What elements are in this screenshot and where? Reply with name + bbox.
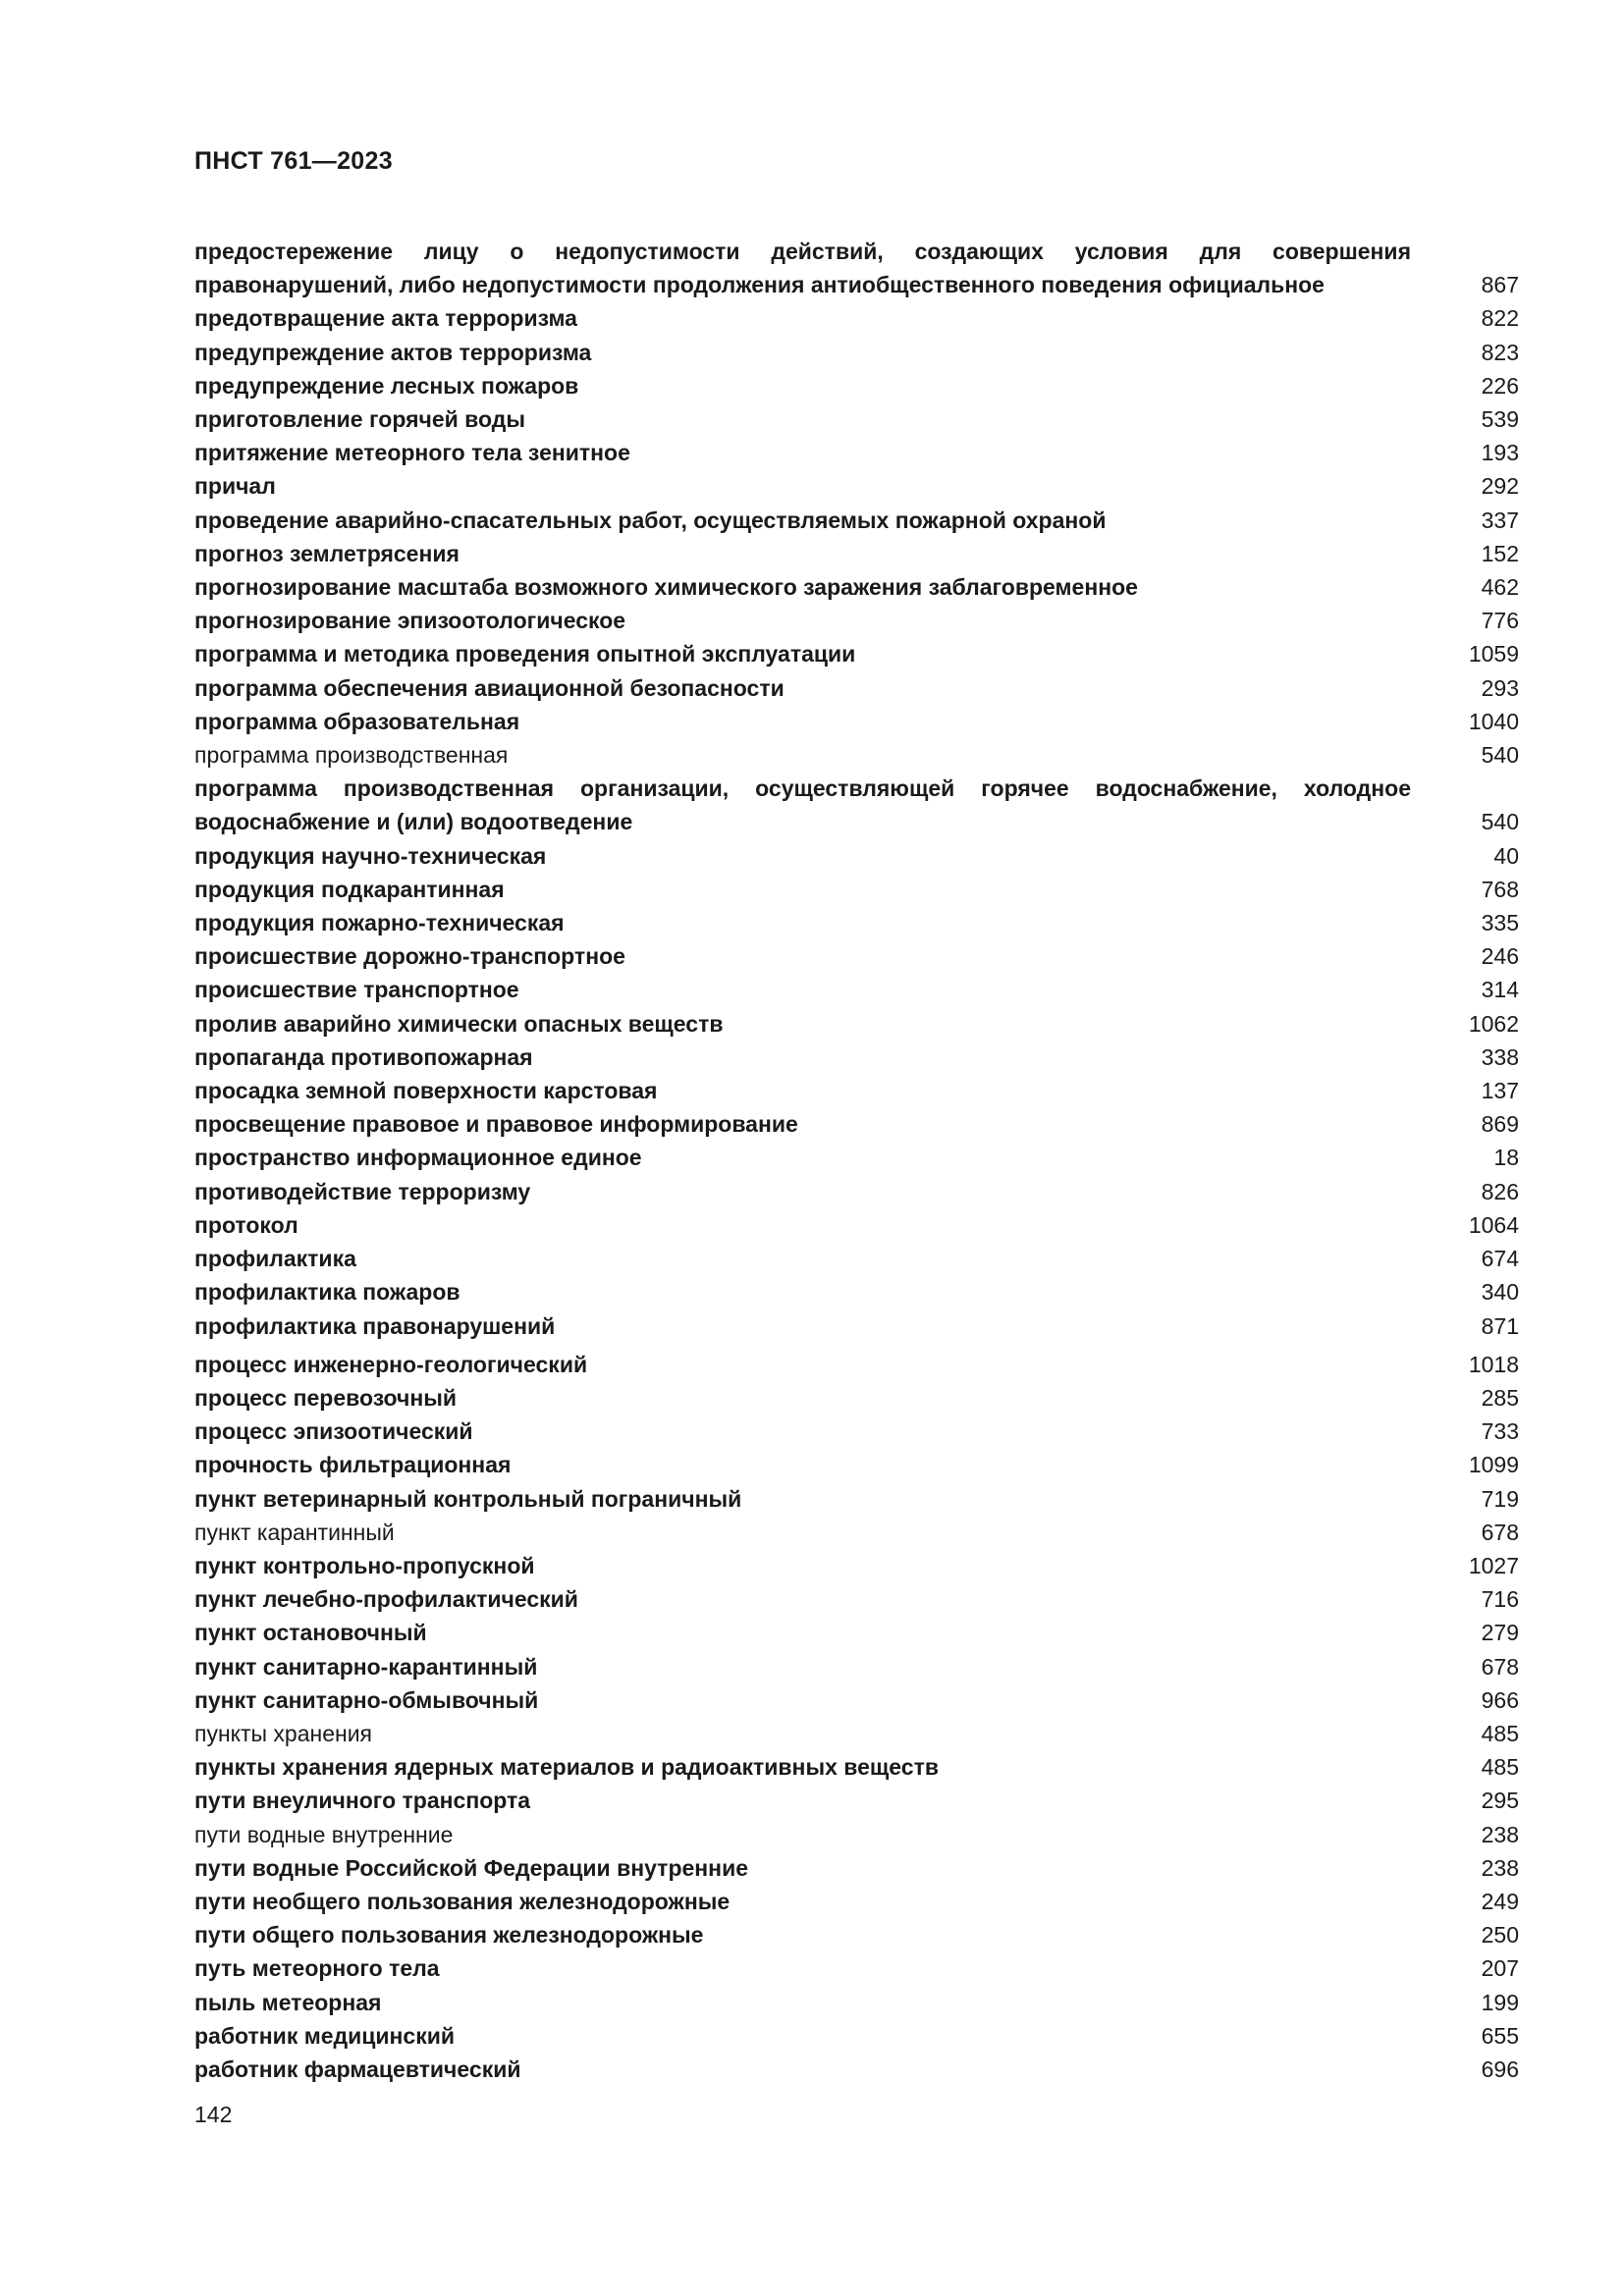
index-term: пункт ветеринарный контрольный пограничный bbox=[194, 1485, 742, 1512]
index-term: путь метеорного тела bbox=[194, 1955, 440, 1982]
index-page-ref: 719 bbox=[1481, 1485, 1519, 1512]
index-entry bbox=[194, 369, 1519, 402]
index-page-ref: 678 bbox=[1481, 1653, 1519, 1680]
index-entry bbox=[194, 1951, 1519, 1985]
index-page-ref: 540 bbox=[1481, 809, 1519, 835]
index-entry bbox=[194, 637, 1519, 670]
index-page-ref: 869 bbox=[1481, 1111, 1519, 1138]
index-entry bbox=[194, 1381, 1519, 1415]
index-term: программа и методика проведения опытной эксплуатации bbox=[194, 641, 856, 667]
index-page-ref: 226 bbox=[1481, 372, 1519, 399]
index-term: продукция подкарантинная bbox=[194, 876, 505, 902]
index-term: программа производственная организации, осуществляющей горячее водоснабжение, холодное водоснабжение и (или) водоотведение bbox=[194, 775, 1411, 835]
index-page-ref: 152 bbox=[1481, 540, 1519, 566]
index-page-ref: 485 bbox=[1481, 1720, 1519, 1746]
index-term: предостережение лицу о недопустимости действий, создающих условия для совершения правонарушений, либо недопустимости продолжения антиобщественного поведения официальное bbox=[194, 239, 1411, 298]
index-entry bbox=[194, 1041, 1519, 1074]
index-page-ref: 871 bbox=[1481, 1312, 1519, 1339]
index-page-ref: 293 bbox=[1481, 674, 1519, 701]
index-entry bbox=[194, 301, 1519, 335]
index-entry bbox=[194, 235, 1519, 301]
index-page-ref: 295 bbox=[1481, 1788, 1519, 1814]
index-entry bbox=[194, 1986, 1519, 2019]
index-term: пункт остановочный bbox=[194, 1620, 427, 1646]
index-term: пыль метеорная bbox=[194, 1989, 382, 2015]
index-entry bbox=[194, 504, 1519, 537]
index-term: пункты хранения ядерных материалов и радиоактивных веществ bbox=[194, 1754, 939, 1781]
index-term: программа производственная bbox=[194, 742, 509, 769]
index-entry bbox=[194, 1616, 1519, 1649]
index-term: пункт санитарно-карантинный bbox=[194, 1653, 538, 1680]
index-entry bbox=[194, 1650, 1519, 1683]
index-entry bbox=[194, 1818, 1519, 1851]
index-entry bbox=[194, 1717, 1519, 1750]
index-page-ref: 823 bbox=[1481, 339, 1519, 365]
index-entry bbox=[194, 570, 1519, 604]
index-entry bbox=[194, 906, 1519, 939]
index-page-ref: 249 bbox=[1481, 1888, 1519, 1914]
index-entry bbox=[194, 1242, 1519, 1275]
index-term: пункт санитарно-обмывочный bbox=[194, 1686, 539, 1713]
index-page-ref: 337 bbox=[1481, 507, 1519, 533]
index-page-ref: 314 bbox=[1481, 977, 1519, 1003]
index-term: пункт лечебно-профилактический bbox=[194, 1586, 578, 1613]
index-page-ref: 678 bbox=[1481, 1519, 1519, 1545]
index-page-ref: 966 bbox=[1481, 1686, 1519, 1713]
index-entry bbox=[194, 1582, 1519, 1616]
index-term: прогнозирование масштаба возможного химического заражения заблаговременное bbox=[194, 574, 1138, 601]
index-entry bbox=[194, 537, 1519, 570]
index-page-ref: 1062 bbox=[1468, 1010, 1519, 1037]
index-page-ref: 776 bbox=[1481, 608, 1519, 634]
index-entry bbox=[194, 1348, 1519, 1381]
index-page-ref: 246 bbox=[1481, 943, 1519, 970]
index-term: прогнозирование эпизоотологическое bbox=[194, 608, 626, 634]
alphabetical-index bbox=[194, 235, 1519, 2086]
index-page-ref: 1018 bbox=[1468, 1351, 1519, 1377]
index-page-ref: 199 bbox=[1481, 1989, 1519, 2015]
index-entry bbox=[194, 1851, 1519, 1885]
index-term: пути водные Российской Федерации внутренние bbox=[194, 1854, 748, 1881]
index-term: пути внеуличного транспорта bbox=[194, 1788, 531, 1814]
index-term: протокол bbox=[194, 1211, 298, 1238]
index-term: пути необщего пользования железнодорожные bbox=[194, 1888, 731, 1914]
index-term: просвещение правовое и правовое информирование bbox=[194, 1111, 798, 1138]
index-entry bbox=[194, 1885, 1519, 1918]
index-entry bbox=[194, 738, 1519, 772]
index-page-ref: 1040 bbox=[1468, 708, 1519, 734]
index-entry bbox=[194, 402, 1519, 436]
index-page-ref: 40 bbox=[1493, 842, 1519, 869]
index-term: пункт карантинный bbox=[194, 1519, 395, 1545]
index-term: процесс перевозочный bbox=[194, 1384, 458, 1411]
index-term: профилактика правонарушений bbox=[194, 1312, 556, 1339]
index-entry bbox=[194, 1107, 1519, 1141]
index-page-ref: 279 bbox=[1481, 1620, 1519, 1646]
index-term: происшествие дорожно-транспортное bbox=[194, 943, 625, 970]
index-page-ref: 540 bbox=[1481, 742, 1519, 769]
index-term: программа образовательная bbox=[194, 708, 520, 734]
index-page-ref: 867 bbox=[1481, 272, 1519, 298]
index-entry bbox=[194, 1448, 1519, 1481]
index-page-ref: 716 bbox=[1481, 1586, 1519, 1613]
index-page-ref: 539 bbox=[1481, 406, 1519, 433]
index-term: продукция научно-техническая bbox=[194, 842, 547, 869]
index-term: предотвращение акта терроризма bbox=[194, 305, 577, 332]
index-term: причал bbox=[194, 473, 276, 500]
index-entry bbox=[194, 1784, 1519, 1817]
index-entry bbox=[194, 1309, 1519, 1343]
page-number: 142 bbox=[194, 2102, 233, 2127]
index-term: предупреждение лесных пожаров bbox=[194, 372, 579, 399]
index-term: профилактика bbox=[194, 1246, 356, 1272]
index-term: пункт контрольно-пропускной bbox=[194, 1552, 535, 1578]
index-entry bbox=[194, 2019, 1519, 2053]
index-term: противодействие терроризму bbox=[194, 1178, 531, 1204]
index-entry bbox=[194, 705, 1519, 738]
index-term: предупреждение актов терроризма bbox=[194, 339, 592, 365]
index-entry bbox=[194, 873, 1519, 906]
index-term: программа обеспечения авиационной безопасности bbox=[194, 674, 785, 701]
index-page-ref: 1064 bbox=[1468, 1211, 1519, 1238]
index-term: процесс инженерно-геологический bbox=[194, 1351, 588, 1377]
index-page-ref: 768 bbox=[1481, 876, 1519, 902]
document-designation: ПНСТ 761—2023 bbox=[194, 147, 393, 175]
index-entry bbox=[194, 2053, 1519, 2086]
index-entry bbox=[194, 1175, 1519, 1208]
index-entry bbox=[194, 604, 1519, 637]
index-page-ref: 696 bbox=[1481, 2056, 1519, 2082]
index-term: пропаганда противопожарная bbox=[194, 1043, 533, 1070]
index-page-ref: 335 bbox=[1481, 910, 1519, 936]
index-entry bbox=[194, 772, 1519, 838]
index-entry bbox=[194, 973, 1519, 1006]
index-entry bbox=[194, 939, 1519, 973]
index-entry bbox=[194, 1918, 1519, 1951]
index-page-ref: 250 bbox=[1481, 1922, 1519, 1949]
index-term: пространство информационное единое bbox=[194, 1145, 642, 1171]
index-term: пути водные внутренние bbox=[194, 1821, 454, 1847]
index-page-ref: 485 bbox=[1481, 1754, 1519, 1781]
index-term: пункты хранения bbox=[194, 1720, 373, 1746]
index-page-ref: 207 bbox=[1481, 1955, 1519, 1982]
index-page-ref: 1059 bbox=[1468, 641, 1519, 667]
index-page-ref: 338 bbox=[1481, 1043, 1519, 1070]
index-page-ref: 655 bbox=[1481, 2022, 1519, 2049]
index-term: пути общего пользования железнодорожные bbox=[194, 1922, 704, 1949]
index-entry bbox=[194, 1415, 1519, 1448]
index-entry bbox=[194, 1683, 1519, 1717]
index-term: происшествие транспортное bbox=[194, 977, 519, 1003]
index-term: процесс эпизоотический bbox=[194, 1418, 473, 1445]
index-entry bbox=[194, 1275, 1519, 1308]
index-entry bbox=[194, 1516, 1519, 1549]
index-page-ref: 826 bbox=[1481, 1178, 1519, 1204]
index-page-ref: 674 bbox=[1481, 1246, 1519, 1272]
index-term: прогноз землетрясения bbox=[194, 540, 460, 566]
index-page-ref: 340 bbox=[1481, 1279, 1519, 1306]
index-entry bbox=[194, 1750, 1519, 1784]
index-page-ref: 462 bbox=[1481, 574, 1519, 601]
index-term: проведение аварийно-спасательных работ, осуществляемых пожарной охраной bbox=[194, 507, 1107, 533]
index-page-ref: 238 bbox=[1481, 1854, 1519, 1881]
index-page-ref: 193 bbox=[1481, 440, 1519, 466]
index-entry bbox=[194, 1007, 1519, 1041]
index-entry bbox=[194, 671, 1519, 705]
index-page-ref: 1099 bbox=[1468, 1452, 1519, 1478]
index-term: профилактика пожаров bbox=[194, 1279, 460, 1306]
index-entry bbox=[194, 336, 1519, 369]
index-page-ref: 292 bbox=[1481, 473, 1519, 500]
index-term: приготовление горячей воды bbox=[194, 406, 525, 433]
index-term: просадка земной поверхности карстовая bbox=[194, 1078, 658, 1104]
index-page-ref: 18 bbox=[1493, 1145, 1519, 1171]
index-entry bbox=[194, 1208, 1519, 1242]
index-entry bbox=[194, 1074, 1519, 1107]
index-page-ref: 1027 bbox=[1468, 1552, 1519, 1578]
index-term: прочность фильтрационная bbox=[194, 1452, 512, 1478]
index-entry bbox=[194, 839, 1519, 873]
index-term: работник фармацевтический bbox=[194, 2056, 521, 2082]
index-term: пролив аварийно химически опасных веществ bbox=[194, 1010, 724, 1037]
index-page-ref: 733 bbox=[1481, 1418, 1519, 1445]
index-term: работник медицинский bbox=[194, 2022, 456, 2049]
index-page-ref: 137 bbox=[1481, 1078, 1519, 1104]
index-term: притяжение метеорного тела зенитное bbox=[194, 440, 630, 466]
index-page-ref: 285 bbox=[1481, 1384, 1519, 1411]
index-entry bbox=[194, 1141, 1519, 1174]
index-entry bbox=[194, 1482, 1519, 1516]
index-entry bbox=[194, 469, 1519, 503]
index-page-ref: 238 bbox=[1481, 1821, 1519, 1847]
index-entry bbox=[194, 1549, 1519, 1582]
index-entry bbox=[194, 436, 1519, 469]
index-term: продукция пожарно-техническая bbox=[194, 910, 565, 936]
index-page-ref: 822 bbox=[1481, 305, 1519, 332]
